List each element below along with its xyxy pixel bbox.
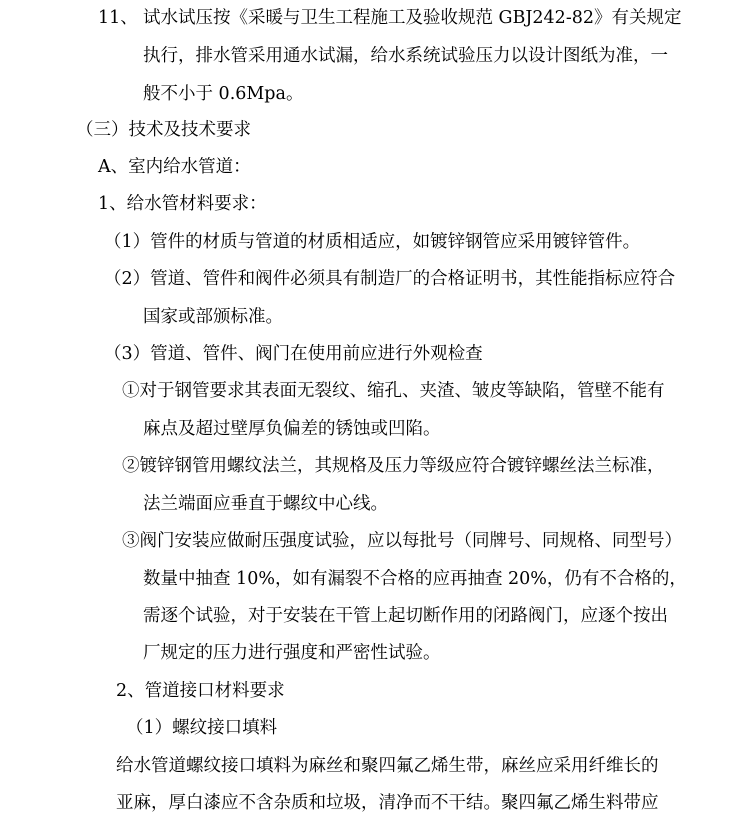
check-item-1-line-2: 麻点及超过壁厚负偏差的锈蚀或凹陷。 <box>143 419 441 439</box>
item-11-line-1: 试水试压按《采暖与卫生工程施工及验收规范 GBJ242-82》有关规定 <box>143 8 682 28</box>
section-3-heading: （三）技术及技术要求 <box>76 120 251 140</box>
requirement-1-item-2-line-2: 国家或部颁标准。 <box>143 307 283 327</box>
item-11-line-2: 执行，排水管采用通水试漏，给水系统试验压力以设计图纸为准，一 <box>143 46 668 66</box>
check-item-3-line-2: 数量中抽查 10%，如有漏裂不合格的应再抽查 20%，仍有不合格的， <box>143 569 687 589</box>
requirement-2-heading: 2、管道接口材料要求 <box>116 681 285 701</box>
requirement-2-sub-1: （1）螺纹接口填料 <box>126 718 278 738</box>
check-item-2-line-2: 法兰端面应垂直于螺纹中心线。 <box>143 494 388 514</box>
requirement-1-item-1: （1）管件的材质与管道的材质相适应，如镀锌钢管应采用镀锌管件。 <box>104 232 641 252</box>
check-item-2-line-1: ②镀锌钢管用螺纹法兰，其规格及压力等级应符合镀锌螺丝法兰标准， <box>122 456 665 476</box>
check-item-3-line-4: 厂规定的压力进行强度和严密性试验。 <box>143 643 441 663</box>
check-item-3-line-3: 需逐个试验，对于安装在干管上起切断作用的闭路阀门，应逐个按出 <box>143 606 668 626</box>
requirement-2-body-line-2: 亚麻，厚白漆应不含杂质和垃圾，清净而不干结。聚四氟乙烯生料带应 <box>116 793 659 813</box>
requirement-1-heading: 1、给水管材料要求： <box>98 194 267 214</box>
check-item-1-line-1: ①对于钢管要求其表面无裂纹、缩孔、夹渣、皱皮等缺陷，管壁不能有 <box>122 381 665 401</box>
requirement-2-body-line-1: 给水管道螺纹接口填料为麻丝和聚四氟乙烯生带，麻丝应采用纤维长的 <box>116 756 659 776</box>
subsection-a-heading: A、室内给水管道： <box>98 157 251 177</box>
check-item-3-line-1: ③阀门安装应做耐压强度试验，应以每批号（同牌号、同规格、同型号） <box>122 531 682 551</box>
item-11-number: 11、 <box>98 8 138 28</box>
requirement-1-item-2-line-1: （2）管道、管件和阀件必须具有制造厂的合格证明书，其性能指标应符合 <box>104 269 676 289</box>
requirement-1-item-3: （3）管道、管件、阀门在使用前应进行外观检查 <box>104 344 483 364</box>
item-11-line-3: 般不小于 0.6Mpa。 <box>143 84 304 104</box>
